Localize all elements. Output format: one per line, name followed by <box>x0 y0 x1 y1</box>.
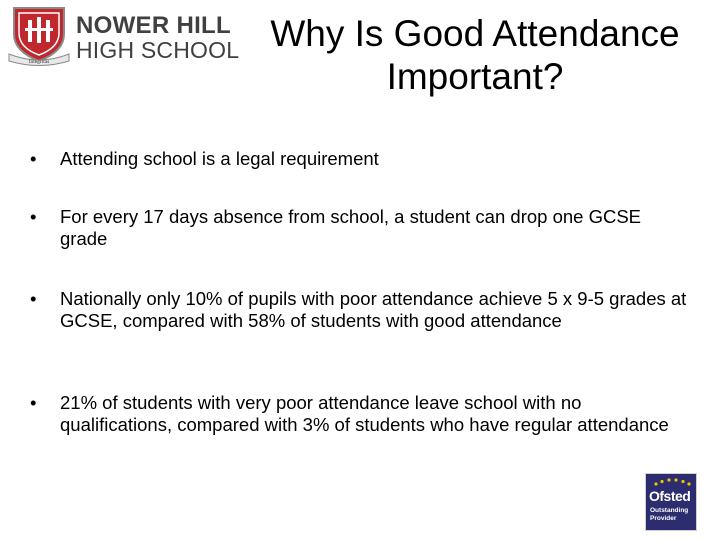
bullet-marker: • <box>30 148 37 169</box>
title-line1: Why Is Good Attendance <box>270 13 680 54</box>
bullet-item <box>30 206 690 250</box>
school-name-line1: NOWER HILL <box>76 12 231 39</box>
crest-motto: Integritas <box>28 59 50 65</box>
title-line2: Important? <box>386 56 564 97</box>
bullet-item <box>30 392 690 436</box>
school-name <box>76 14 239 62</box>
stars-icon <box>652 478 692 487</box>
bullet-marker: • <box>30 206 37 227</box>
ofsted-grade <box>650 507 688 523</box>
bullet-text: 21% of students with very poor attendance leave school with no qualifications, compared with 3% of students who have regular attendance <box>60 392 669 435</box>
ofsted-badge <box>645 473 697 531</box>
bullet-marker: • <box>30 288 37 309</box>
bullet-text: For every 17 days absence from school, a student can drop one GCSE grade <box>60 206 642 249</box>
bullet-marker: • <box>30 392 37 413</box>
bullet-item <box>30 148 690 170</box>
school-crest-logo <box>8 4 70 66</box>
bullet-text: Attending school is a legal requirement <box>60 148 379 169</box>
bullet-text: Nationally only 10% of pupils with poor attendance achieve 5 x 9-5 grades at GCSE, compared with 58% of students with good attendance <box>60 288 687 331</box>
page-title <box>240 12 710 98</box>
ofsted-grade-line1: Outstanding <box>650 507 689 514</box>
school-name-line2: HIGH SCHOOL <box>76 37 240 63</box>
ofsted-grade-line2: Provider <box>650 515 677 522</box>
bullet-item <box>30 288 690 332</box>
ofsted-brand: Ofsted <box>649 488 691 504</box>
